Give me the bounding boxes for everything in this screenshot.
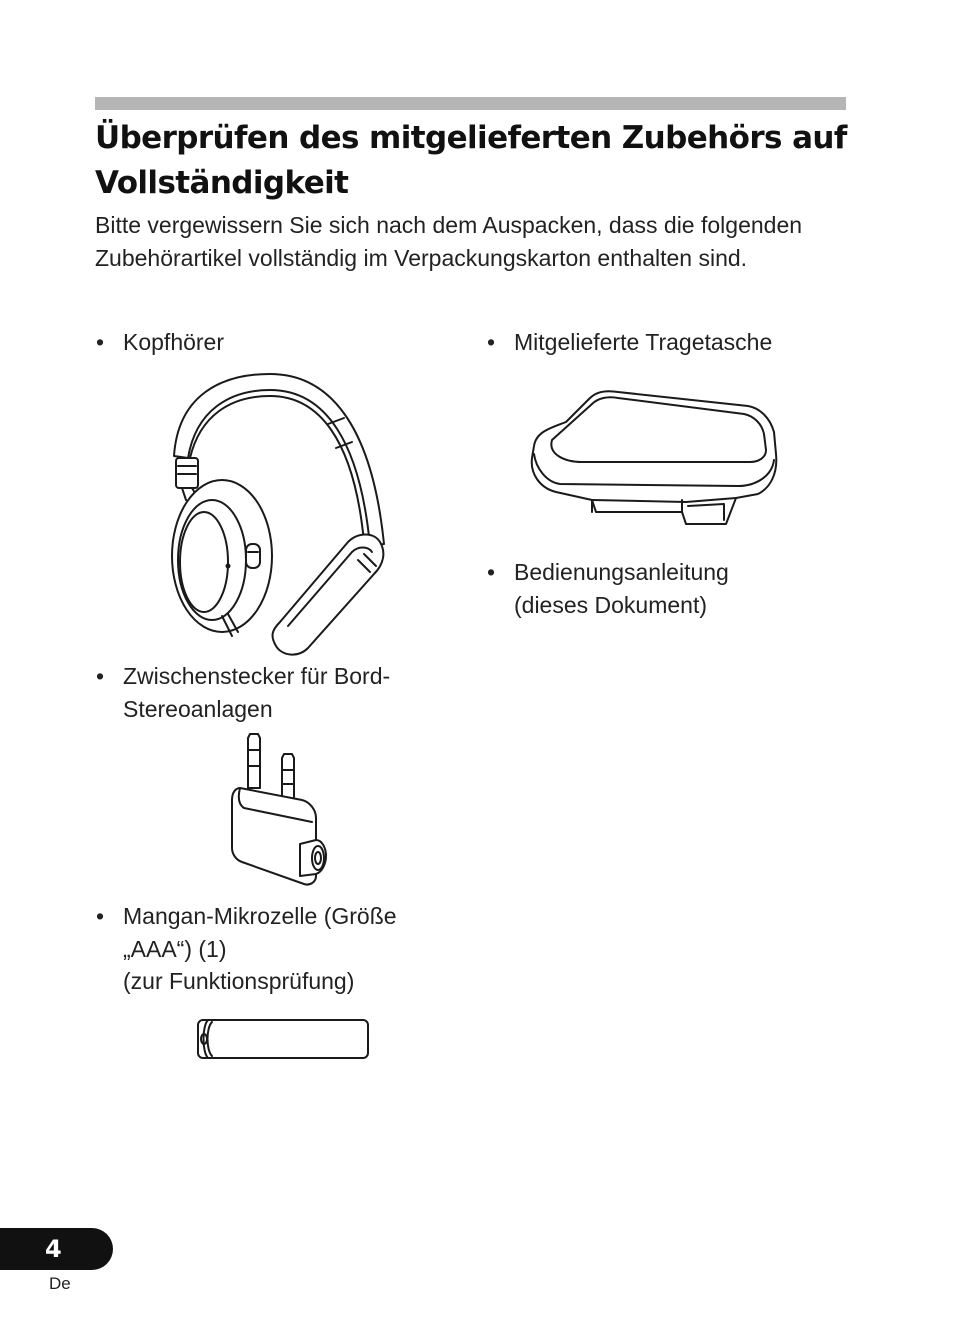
aaa-battery-icon [192,1016,372,1062]
bullet: • [96,329,105,355]
item-label-adapter: Zwischenstecker für Bord- Stereoanlagen [123,663,391,722]
airline-plug-adapter-icon [226,730,336,890]
item-label-battery: Mangan-Mikrozelle (Größe „AAA“) (1) (zur Funktionsprüfung) [123,903,397,994]
page-number: 4 [45,1235,62,1263]
list-item-carrying-case [487,326,847,360]
carrying-case-icon [526,388,782,530]
page-title: Überprüfen des mitgelieferten Zubehörs auf Vollständigkeit [95,120,847,201]
item-label-manual: Bedienungsanleitung (dieses Dokument) [514,559,729,618]
header-rule [95,97,846,110]
headphones-icon [160,366,400,656]
bullet: • [96,663,105,689]
list-item-manual [487,556,847,622]
list-item-battery [96,900,456,1000]
list-item-adapter [96,660,456,726]
bullet: • [487,329,496,355]
list-item-headphones [96,326,456,360]
intro-paragraph: Bitte vergewissern Sie sich nach dem Auspacken, dass die folgenden Zubehörartikel vollständig im Verpackungskarton enthalten sind. [95,212,803,271]
item-label-carrying-case: Mitgelieferte Tragetasche [514,329,773,355]
item-label-headphones: Kopfhörer [123,329,225,355]
bullet: • [96,903,105,929]
language-code: De [49,1274,71,1293]
bullet: • [487,559,496,585]
